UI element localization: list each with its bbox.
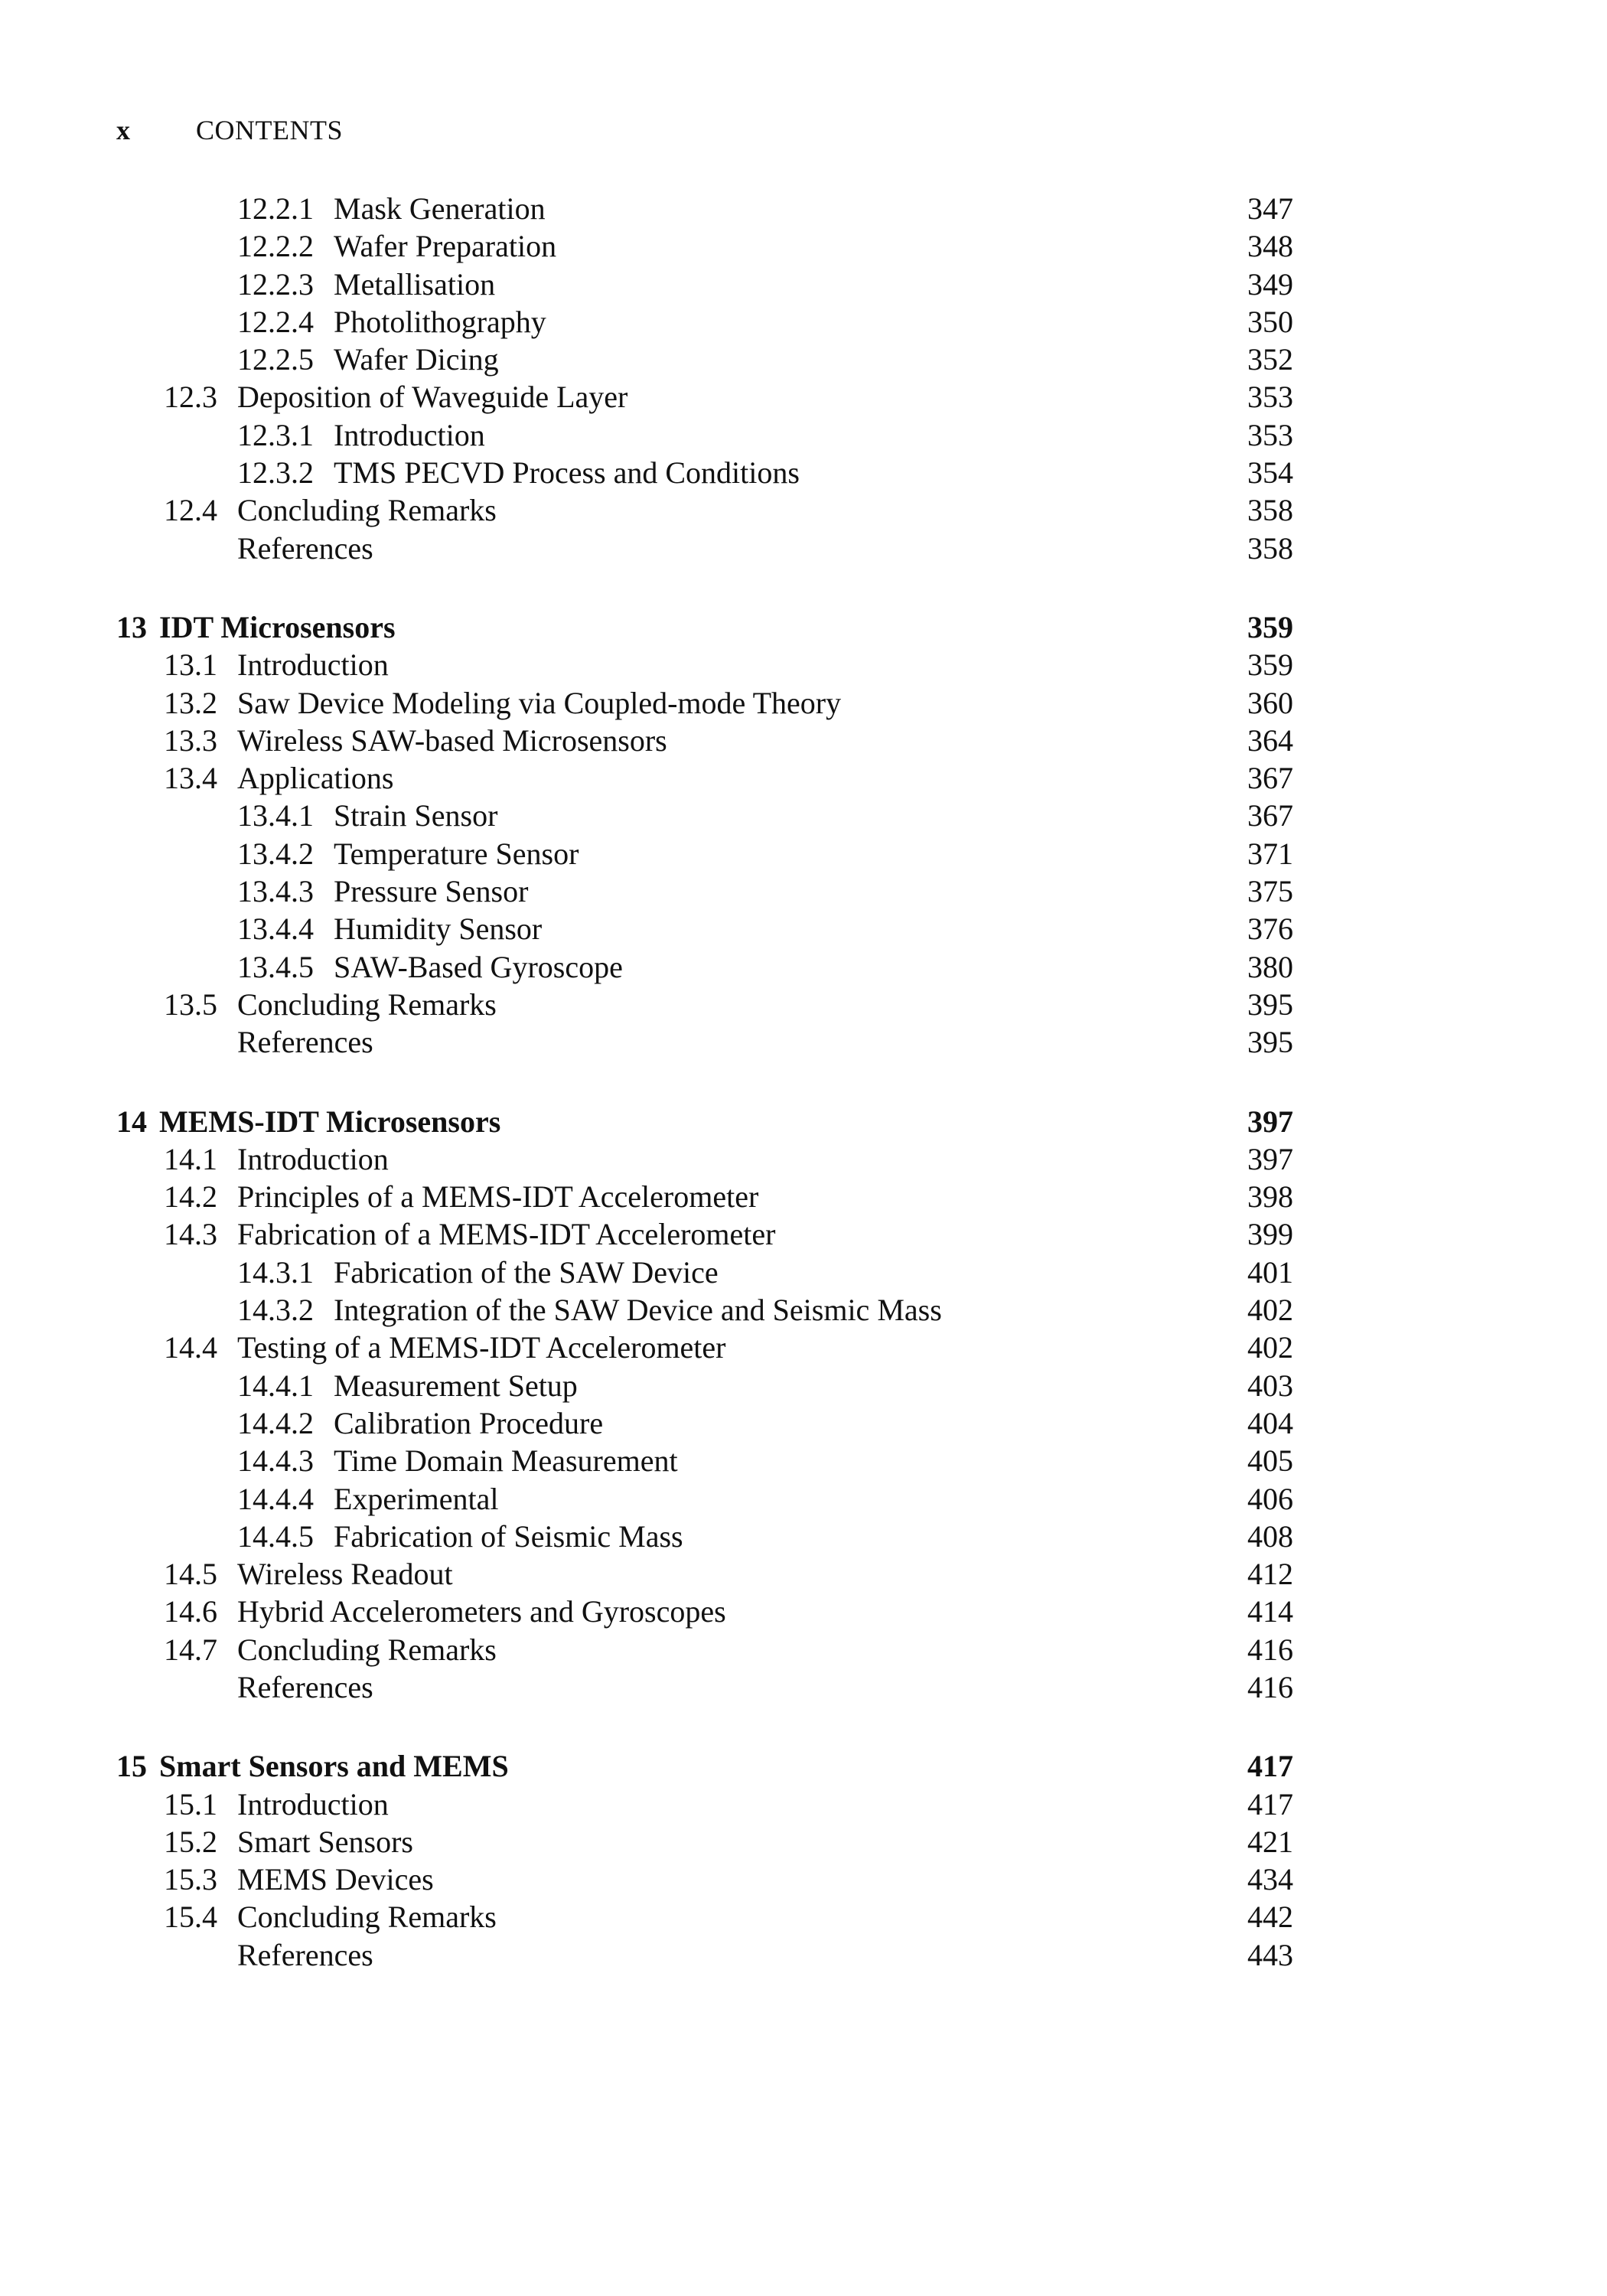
toc-subsection-entry [0, 266, 1607, 303]
toc-section-entry [0, 1936, 1607, 1974]
toc-entry-number: 14.1 [164, 1141, 217, 1176]
toc-entry-number: 12.2.4 [237, 304, 314, 339]
toc-entry-number: 14 [116, 1104, 147, 1139]
toc-entry-title: Applications [237, 761, 394, 796]
toc-entry-title: Fabrication of a MEMS-IDT Accelerometer [237, 1217, 776, 1252]
toc-entry-title: Hybrid Accelerometers and Gyroscopes [237, 1594, 726, 1629]
running-header [116, 112, 343, 148]
toc-entry-title: References [237, 1937, 373, 1972]
toc-section-entry [0, 378, 1607, 416]
toc-entry-page-number: 414 [1247, 1594, 1293, 1629]
toc-section-entry [0, 684, 1607, 722]
toc-entry-page-number: 397 [1247, 1104, 1293, 1139]
toc-entry-number: 12.4 [164, 493, 217, 528]
toc-entry-page-number: 359 [1247, 647, 1293, 683]
toc-section-entry [0, 759, 1607, 797]
running-title: CONTENTS [196, 115, 343, 145]
toc-subsection-entry [0, 1518, 1607, 1555]
toc-entry-number: 12.3.2 [237, 455, 314, 491]
toc-section-entry [0, 1861, 1607, 1898]
toc-subsection-entry [0, 835, 1607, 872]
toc-entry-title: Wireless Readout [237, 1557, 453, 1592]
toc-entry-title: Testing of a MEMS-IDT Accelerometer [237, 1330, 726, 1365]
toc-entry-number: 14.2 [164, 1179, 217, 1215]
toc-entry-page-number: 359 [1247, 609, 1293, 644]
toc-section-entry [0, 491, 1607, 529]
toc-entry-title: SAW-Based Gyroscope [334, 949, 623, 984]
toc-entry-number: 13.4.5 [237, 949, 314, 984]
toc-entry-number: 12.3.1 [237, 417, 314, 452]
toc-section-entry [0, 1823, 1607, 1861]
toc-entry-number: 13.4.4 [237, 912, 314, 947]
toc-entry-number: 13.4.3 [237, 874, 314, 909]
toc-entry-page-number: 417 [1247, 1786, 1293, 1821]
toc-section-entry [0, 1898, 1607, 1936]
toc-entry-page-number: 352 [1247, 342, 1293, 377]
toc-entry-page-number: 443 [1247, 1937, 1293, 1972]
toc-entry-page-number: 367 [1247, 798, 1293, 833]
toc-entry-page-number: 401 [1247, 1254, 1293, 1290]
toc-entry-number: 15.2 [164, 1824, 217, 1859]
toc-entry-page-number: 358 [1247, 493, 1293, 528]
toc-entry-title: Measurement Setup [334, 1368, 578, 1403]
toc-entry-number: 13.4.2 [237, 836, 314, 871]
toc-entry-title: References [237, 1025, 373, 1060]
toc-entry-title: References [237, 1669, 373, 1704]
toc-entry-page-number: 406 [1247, 1481, 1293, 1516]
toc-entry-title: MEMS-IDT Microsensors [159, 1104, 501, 1139]
toc-section-entry [0, 530, 1607, 567]
toc-section-entry [0, 1668, 1607, 1706]
toc-entry-page-number: 402 [1247, 1330, 1293, 1365]
toc-entry-page-number: 371 [1247, 836, 1293, 871]
toc-entry-page-number: 367 [1247, 761, 1293, 796]
toc-entry-number: 14.3.2 [237, 1293, 314, 1328]
toc-entry-number: 13.3 [164, 722, 217, 758]
toc-entry-page-number: 353 [1247, 417, 1293, 452]
toc-subsection-entry [0, 1480, 1607, 1518]
toc-entry-page-number: 375 [1247, 874, 1293, 909]
toc-entry-page-number: 417 [1247, 1749, 1293, 1784]
toc-entry-number: 12.2.2 [237, 229, 314, 264]
toc-entry-title: Experimental [334, 1481, 499, 1516]
toc-entry-page-number: 399 [1247, 1217, 1293, 1252]
toc-entry-title: MEMS Devices [237, 1862, 434, 1897]
table-of-contents [0, 190, 1607, 1974]
toc-chapter-entry [0, 1103, 1607, 1140]
toc-entry-page-number: 347 [1247, 191, 1293, 226]
toc-entry-number: 14.4.2 [237, 1405, 314, 1440]
toc-entry-number: 14.4.3 [237, 1443, 314, 1479]
toc-entry-page-number: 412 [1247, 1557, 1293, 1592]
toc-entry-page-number: 405 [1247, 1443, 1293, 1479]
toc-entry-page-number: 360 [1247, 685, 1293, 720]
toc-entry-title: Time Domain Measurement [334, 1443, 678, 1479]
toc-subsection-entry [0, 416, 1607, 454]
toc-entry-page-number: 380 [1247, 949, 1293, 984]
toc-chapter-entry [0, 1747, 1607, 1785]
toc-entry-number: 14.4 [164, 1330, 217, 1365]
toc-entry-page-number: 364 [1247, 722, 1293, 758]
toc-entry-page-number: 416 [1247, 1632, 1293, 1667]
toc-entry-title: Wafer Dicing [334, 342, 499, 377]
toc-entry-number: 15.3 [164, 1862, 217, 1897]
toc-entry-number: 12.2.1 [237, 191, 314, 226]
toc-entry-number: 15.4 [164, 1900, 217, 1935]
toc-entry-page-number: 358 [1247, 530, 1293, 566]
toc-entry-number: 13.1 [164, 647, 217, 683]
toc-entry-number: 14.4.1 [237, 1368, 314, 1403]
toc-entry-title: Calibration Procedure [334, 1405, 604, 1440]
toc-entry-title: Mask Generation [334, 191, 546, 226]
toc-entry-title: Photolithography [334, 304, 546, 339]
toc-entry-page-number: 376 [1247, 912, 1293, 947]
chapter-spacer [0, 1062, 1607, 1103]
toc-entry-number: 14.3.1 [237, 1254, 314, 1290]
toc-entry-page-number: 350 [1247, 304, 1293, 339]
toc-section-entry [0, 646, 1607, 683]
toc-entry-page-number: 434 [1247, 1862, 1293, 1897]
toc-entry-number: 13.4.1 [237, 798, 314, 833]
toc-entry-title: Pressure Sensor [334, 874, 529, 909]
toc-entry-page-number: 395 [1247, 1025, 1293, 1060]
toc-entry-number: 13 [116, 609, 147, 644]
toc-entry-page-number: 353 [1247, 380, 1293, 415]
toc-entry-title: Smart Sensors [237, 1824, 413, 1859]
toc-entry-number: 13.5 [164, 987, 217, 1022]
chapter-spacer [0, 567, 1607, 608]
toc-entry-page-number: 348 [1247, 229, 1293, 264]
toc-entry-title: Principles of a MEMS-IDT Accelerometer [237, 1179, 759, 1215]
toc-section-entry [0, 1140, 1607, 1178]
toc-section-entry [0, 1555, 1607, 1593]
toc-entry-page-number: 404 [1247, 1405, 1293, 1440]
toc-section-entry [0, 1329, 1607, 1366]
toc-entry-page-number: 397 [1247, 1141, 1293, 1176]
toc-section-entry [0, 986, 1607, 1023]
chapter-spacer [0, 1706, 1607, 1747]
toc-subsection-entry [0, 190, 1607, 227]
toc-entry-title: Smart Sensors and MEMS [159, 1749, 509, 1784]
toc-entry-number: 12.2.5 [237, 342, 314, 377]
toc-entry-title: Metallisation [334, 266, 496, 302]
toc-entry-number: 14.5 [164, 1557, 217, 1592]
toc-entry-number: 13.2 [164, 685, 217, 720]
toc-entry-page-number: 416 [1247, 1669, 1293, 1704]
toc-subsection-entry [0, 948, 1607, 986]
toc-subsection-entry [0, 872, 1607, 910]
toc-entry-number: 14.3 [164, 1217, 217, 1252]
toc-entry-title: Concluding Remarks [237, 493, 497, 528]
toc-entry-page-number: 442 [1247, 1900, 1293, 1935]
toc-subsection-entry [0, 797, 1607, 834]
toc-entry-title: Introduction [334, 417, 485, 452]
toc-subsection-entry [0, 1367, 1607, 1404]
toc-section-entry [0, 1023, 1607, 1061]
toc-chapter-entry [0, 608, 1607, 646]
toc-section-entry [0, 722, 1607, 759]
toc-entry-number: 14.7 [164, 1632, 217, 1667]
toc-entry-title: Concluding Remarks [237, 1900, 497, 1935]
toc-entry-title: Concluding Remarks [237, 987, 497, 1022]
toc-section-entry [0, 1215, 1607, 1253]
toc-entry-title: Strain Sensor [334, 798, 498, 833]
toc-entry-number: 14.4.4 [237, 1481, 314, 1516]
toc-subsection-entry [0, 1442, 1607, 1479]
toc-entry-page-number: 395 [1247, 987, 1293, 1022]
toc-subsection-entry [0, 1291, 1607, 1329]
toc-entry-title: Temperature Sensor [334, 836, 579, 871]
toc-entry-title: Wafer Preparation [334, 229, 557, 264]
toc-section-entry [0, 1593, 1607, 1630]
toc-section-entry [0, 1786, 1607, 1823]
toc-entry-page-number: 402 [1247, 1293, 1293, 1328]
toc-entry-page-number: 421 [1247, 1824, 1293, 1859]
toc-subsection-entry [0, 1254, 1607, 1291]
toc-entry-title: Integration of the SAW Device and Seismic Mass [334, 1293, 942, 1328]
toc-entry-number: 15 [116, 1749, 147, 1784]
toc-entry-title: References [237, 530, 373, 566]
toc-entry-title: Wireless SAW-based Microsensors [237, 722, 667, 758]
toc-section-entry [0, 1178, 1607, 1215]
toc-entry-number: 14.6 [164, 1594, 217, 1629]
toc-subsection-entry [0, 227, 1607, 265]
toc-entry-page-number: 354 [1247, 455, 1293, 491]
toc-entry-number: 13.4 [164, 761, 217, 796]
toc-entry-page-number: 398 [1247, 1179, 1293, 1215]
toc-entry-number: 14.4.5 [237, 1518, 314, 1554]
toc-entry-number: 12.2.3 [237, 266, 314, 302]
toc-entry-title: Introduction [237, 1141, 389, 1176]
toc-entry-title: TMS PECVD Process and Conditions [334, 455, 800, 491]
toc-entry-title: Humidity Sensor [334, 912, 543, 947]
toc-entry-title: Concluding Remarks [237, 1632, 497, 1667]
toc-subsection-entry [0, 341, 1607, 378]
toc-entry-title: Fabrication of the SAW Device [334, 1254, 719, 1290]
toc-entry-number: 12.3 [164, 380, 217, 415]
toc-entry-title: IDT Microsensors [159, 609, 396, 644]
toc-subsection-entry [0, 454, 1607, 491]
toc-subsection-entry [0, 1404, 1607, 1442]
page-folio: x [116, 115, 131, 145]
toc-subsection-entry [0, 303, 1607, 341]
toc-entry-page-number: 403 [1247, 1368, 1293, 1403]
toc-subsection-entry [0, 910, 1607, 947]
toc-entry-title: Fabrication of Seismic Mass [334, 1518, 683, 1554]
toc-section-entry [0, 1631, 1607, 1668]
toc-entry-title: Introduction [237, 1786, 389, 1821]
toc-entry-page-number: 408 [1247, 1518, 1293, 1554]
toc-entry-title: Introduction [237, 647, 389, 683]
toc-entry-page-number: 349 [1247, 266, 1293, 302]
toc-entry-number: 15.1 [164, 1786, 217, 1821]
toc-entry-title: Deposition of Waveguide Layer [237, 380, 628, 415]
toc-entry-title: Saw Device Modeling via Coupled-mode Theory [237, 685, 842, 720]
